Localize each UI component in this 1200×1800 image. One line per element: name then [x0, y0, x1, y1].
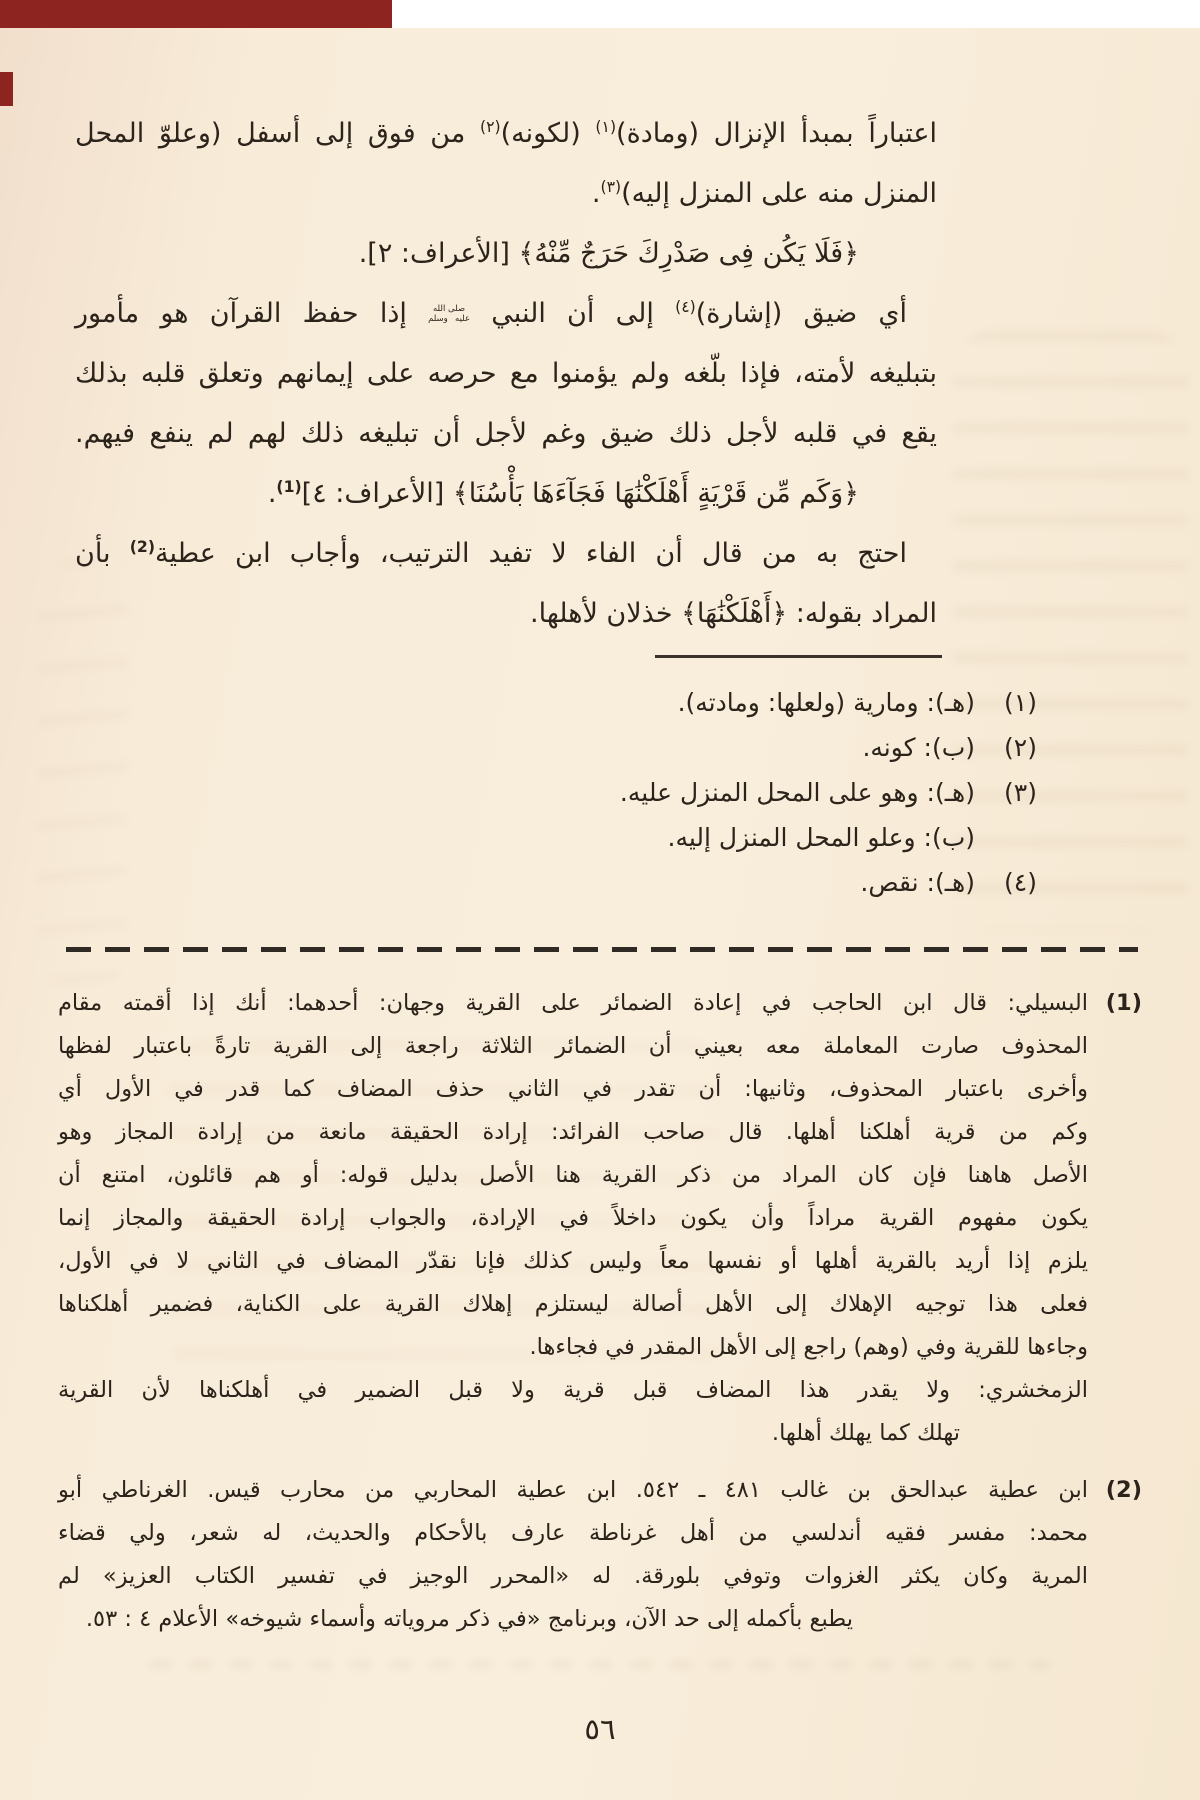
- variant-note-text: (هـ): وهو على المحل المنزل عليه.: [619, 778, 975, 807]
- footnote-ref: (1): [276, 477, 302, 496]
- footnote-number: (2): [1105, 1477, 1142, 1503]
- variant-notes-list: [377, 680, 1037, 905]
- variant-note-row-2: [377, 725, 1037, 770]
- text-run: ﴿وَكَم مِّن قَرْيَةٍ أَهْلَكْنَٰهَا فَجَآءَهَا بَأْسُنَا﴾ [الأعراف: ٤]: [301, 478, 859, 509]
- footnote-line: محمد: مفسر فقيه أندلسي من أهل غرناطة عارف بالأحكام والحديث، له شعر، ولي قضاء: [58, 1520, 1088, 1546]
- footnote-separator-line: [655, 655, 942, 658]
- variant-note-row-3: [377, 770, 1037, 815]
- variant-note-number: (٤): [1004, 868, 1037, 897]
- variant-note-row-1: [377, 680, 1037, 725]
- variant-note-number: (٢): [1004, 733, 1037, 762]
- text-run: ﴿فَلَا يَكُن فِى صَدْرِكَ حَرَجٌ مِّنْهُ﴾ [الأعراف: ٢].: [358, 238, 859, 269]
- variant-note-text: (ب): كونه.: [862, 733, 975, 762]
- footnote-ref: (٣): [600, 177, 622, 196]
- footnote-line: الأصل هاهنا فإن كان المراد من ذكر القرية هنا الأصل بدليل قوله: أو هم قائلون، امتنع أن: [58, 1162, 1088, 1188]
- variant-note-row-4: [377, 815, 1037, 860]
- scan-red-mark-left: [0, 72, 13, 106]
- main-text-line-5: [75, 344, 937, 404]
- footnote-number: (1): [1105, 990, 1142, 1016]
- text-run: بتبليغه لأمته، فإذا بلّغه ولم يؤمنوا مع حرصه على إيمانهم وتعلق قلبه بذلك: [75, 358, 937, 389]
- text-run: يقع في قلبه لأجل ذلك ضيق وغم لأجل أن تبليغه ذلك لهم لم ينفع فيهم.: [75, 418, 937, 449]
- main-text-block: [75, 104, 937, 644]
- variant-note-text: (ب): وعلو المحل المنزل إليه.: [667, 823, 975, 852]
- footnote-2: [58, 1469, 1142, 1641]
- text-run: المراد بقوله: ﴿أَهْلَكْنَٰهَا﴾ خذلان لأهلها.: [530, 598, 937, 629]
- text-run: احتج به من قال أن الفاء لا تفيد الترتيب، وأجاب ابن عطية: [154, 538, 907, 569]
- variant-note-number: [989, 815, 1037, 860]
- text-run: من فوق إلى أسفل (وعلوّ المحل: [75, 118, 480, 149]
- footnote-line: يطبع بأكمله إلى حد الآن، وبرنامج «في ذكر مروياته وأسماء شيوخه» الأعلام ٤ : ٥٣.: [85, 1606, 853, 1632]
- footnote-line: المحذوف صارت المعاملة معه بعيني أن الضمائر الثلاثة راجعة إلى القرية تارةً باعتبار لفظها: [58, 1033, 1088, 1059]
- text-run: المنزل منه على المنزل إليه): [621, 178, 937, 209]
- variant-note-row-5: [377, 860, 1037, 905]
- footnote-ref: (2): [129, 537, 155, 556]
- variant-note-text: (هـ): ومارية (ولعلها: ومادته).: [677, 688, 975, 717]
- footnote-line: فعلى هذا توجيه الإهلاك إلى الأهل أصالة ليستلزم إهلاك القرية على الكناية، فضمير أهلكناها: [58, 1291, 1088, 1317]
- text-run: .: [591, 178, 601, 209]
- footnote-ref: (٢): [479, 117, 501, 136]
- main-text-line-8: [75, 524, 937, 584]
- text-run: بأن: [75, 538, 130, 569]
- page-number: ٥٦: [584, 1712, 616, 1746]
- text-run: إذا حفظ القرآن هو مأمور: [75, 298, 429, 329]
- dashed-separator: [66, 947, 1138, 952]
- main-text-line-4: [75, 284, 937, 344]
- footnote-body: [58, 1469, 1088, 1641]
- main-text-line-2: [75, 164, 937, 224]
- scan-red-mark-top: [0, 0, 392, 28]
- footnote-ref: (١): [595, 117, 617, 136]
- footnote-line: وجاءها للقرية وفي (وهم) راجع إلى الأهل المقدر في فجاءها.: [529, 1334, 1088, 1360]
- text-run: .: [267, 478, 277, 509]
- footnote-body: [58, 982, 1088, 1455]
- footnote-line: تهلك كما يهلك أهلها.: [771, 1420, 960, 1446]
- main-text-line-7: [75, 464, 937, 524]
- footnote-line: المرية وكان يكثر الغزوات وتوفي بلورقة. له «المحرر الوجيز في تفسير الكتاب العزيز» لم: [58, 1563, 1088, 1589]
- main-text-line-9: [75, 584, 937, 644]
- footnote-line: وأخرى باعتبار المحذوف، وثانيها: أن تقدر في الثاني حذف المضاف كما قدر في الأول أي: [58, 1076, 1088, 1102]
- footnote-line: وكم من قرية أهلكنا أهلها. قال صاحب الفرائد: إرادة الحقيقة مانعة من إرادة المجاز وهو: [58, 1119, 1088, 1145]
- main-text-line-3: [75, 224, 937, 284]
- footnote-1: [58, 982, 1142, 1455]
- text-run: أي ضيق (إشارة): [695, 298, 907, 329]
- variant-note-number: (١): [1004, 688, 1037, 717]
- footnote-line: يلزم إذا أريد بالقرية أهلها أو نفسها معاً وليس كذلك فإنا نقدّر المضاف في الثاني لا في الأول،: [58, 1248, 1088, 1274]
- footnote-ref: (٤): [675, 297, 696, 316]
- text-run: اعتباراً بمبدأ الإنزال (ومادة): [616, 118, 938, 149]
- footnote-line: الزمخشري: ولا يقدر هذا المضاف قبل قرية ولا قبل الضمير في أهلكناها لأن القرية: [58, 1377, 1088, 1403]
- salawat-symbol-icon: صلى الله عليه وسلم: [428, 304, 471, 324]
- footnotes-block: [58, 982, 1142, 1641]
- footnote-line: يكون مفهوم القرية مراداً وأن يكون داخلاً في الإرادة، والجواب إرادة الحقيقة والمجاز إنما: [58, 1205, 1088, 1231]
- text-run: إلى أن النبي: [470, 298, 676, 329]
- text-run: (لكونه): [500, 118, 596, 149]
- main-text-line-1: [75, 104, 937, 164]
- footnote-line: ابن عطية عبدالحق بن غالب ٤٨١ ـ ٥٤٢. ابن عطية المحاربي من محارب قيس. الغرناطي أبو: [58, 1477, 1088, 1503]
- footnote-line: البسيلي: قال ابن الحاجب في إعادة الضمائر على القرية وجهان: أحدهما: أنك إذا أقمته مقام: [58, 990, 1088, 1016]
- variant-note-number: (٣): [1004, 778, 1037, 807]
- main-text-line-6: [75, 404, 937, 464]
- variant-note-text: (هـ): نقص.: [860, 868, 975, 897]
